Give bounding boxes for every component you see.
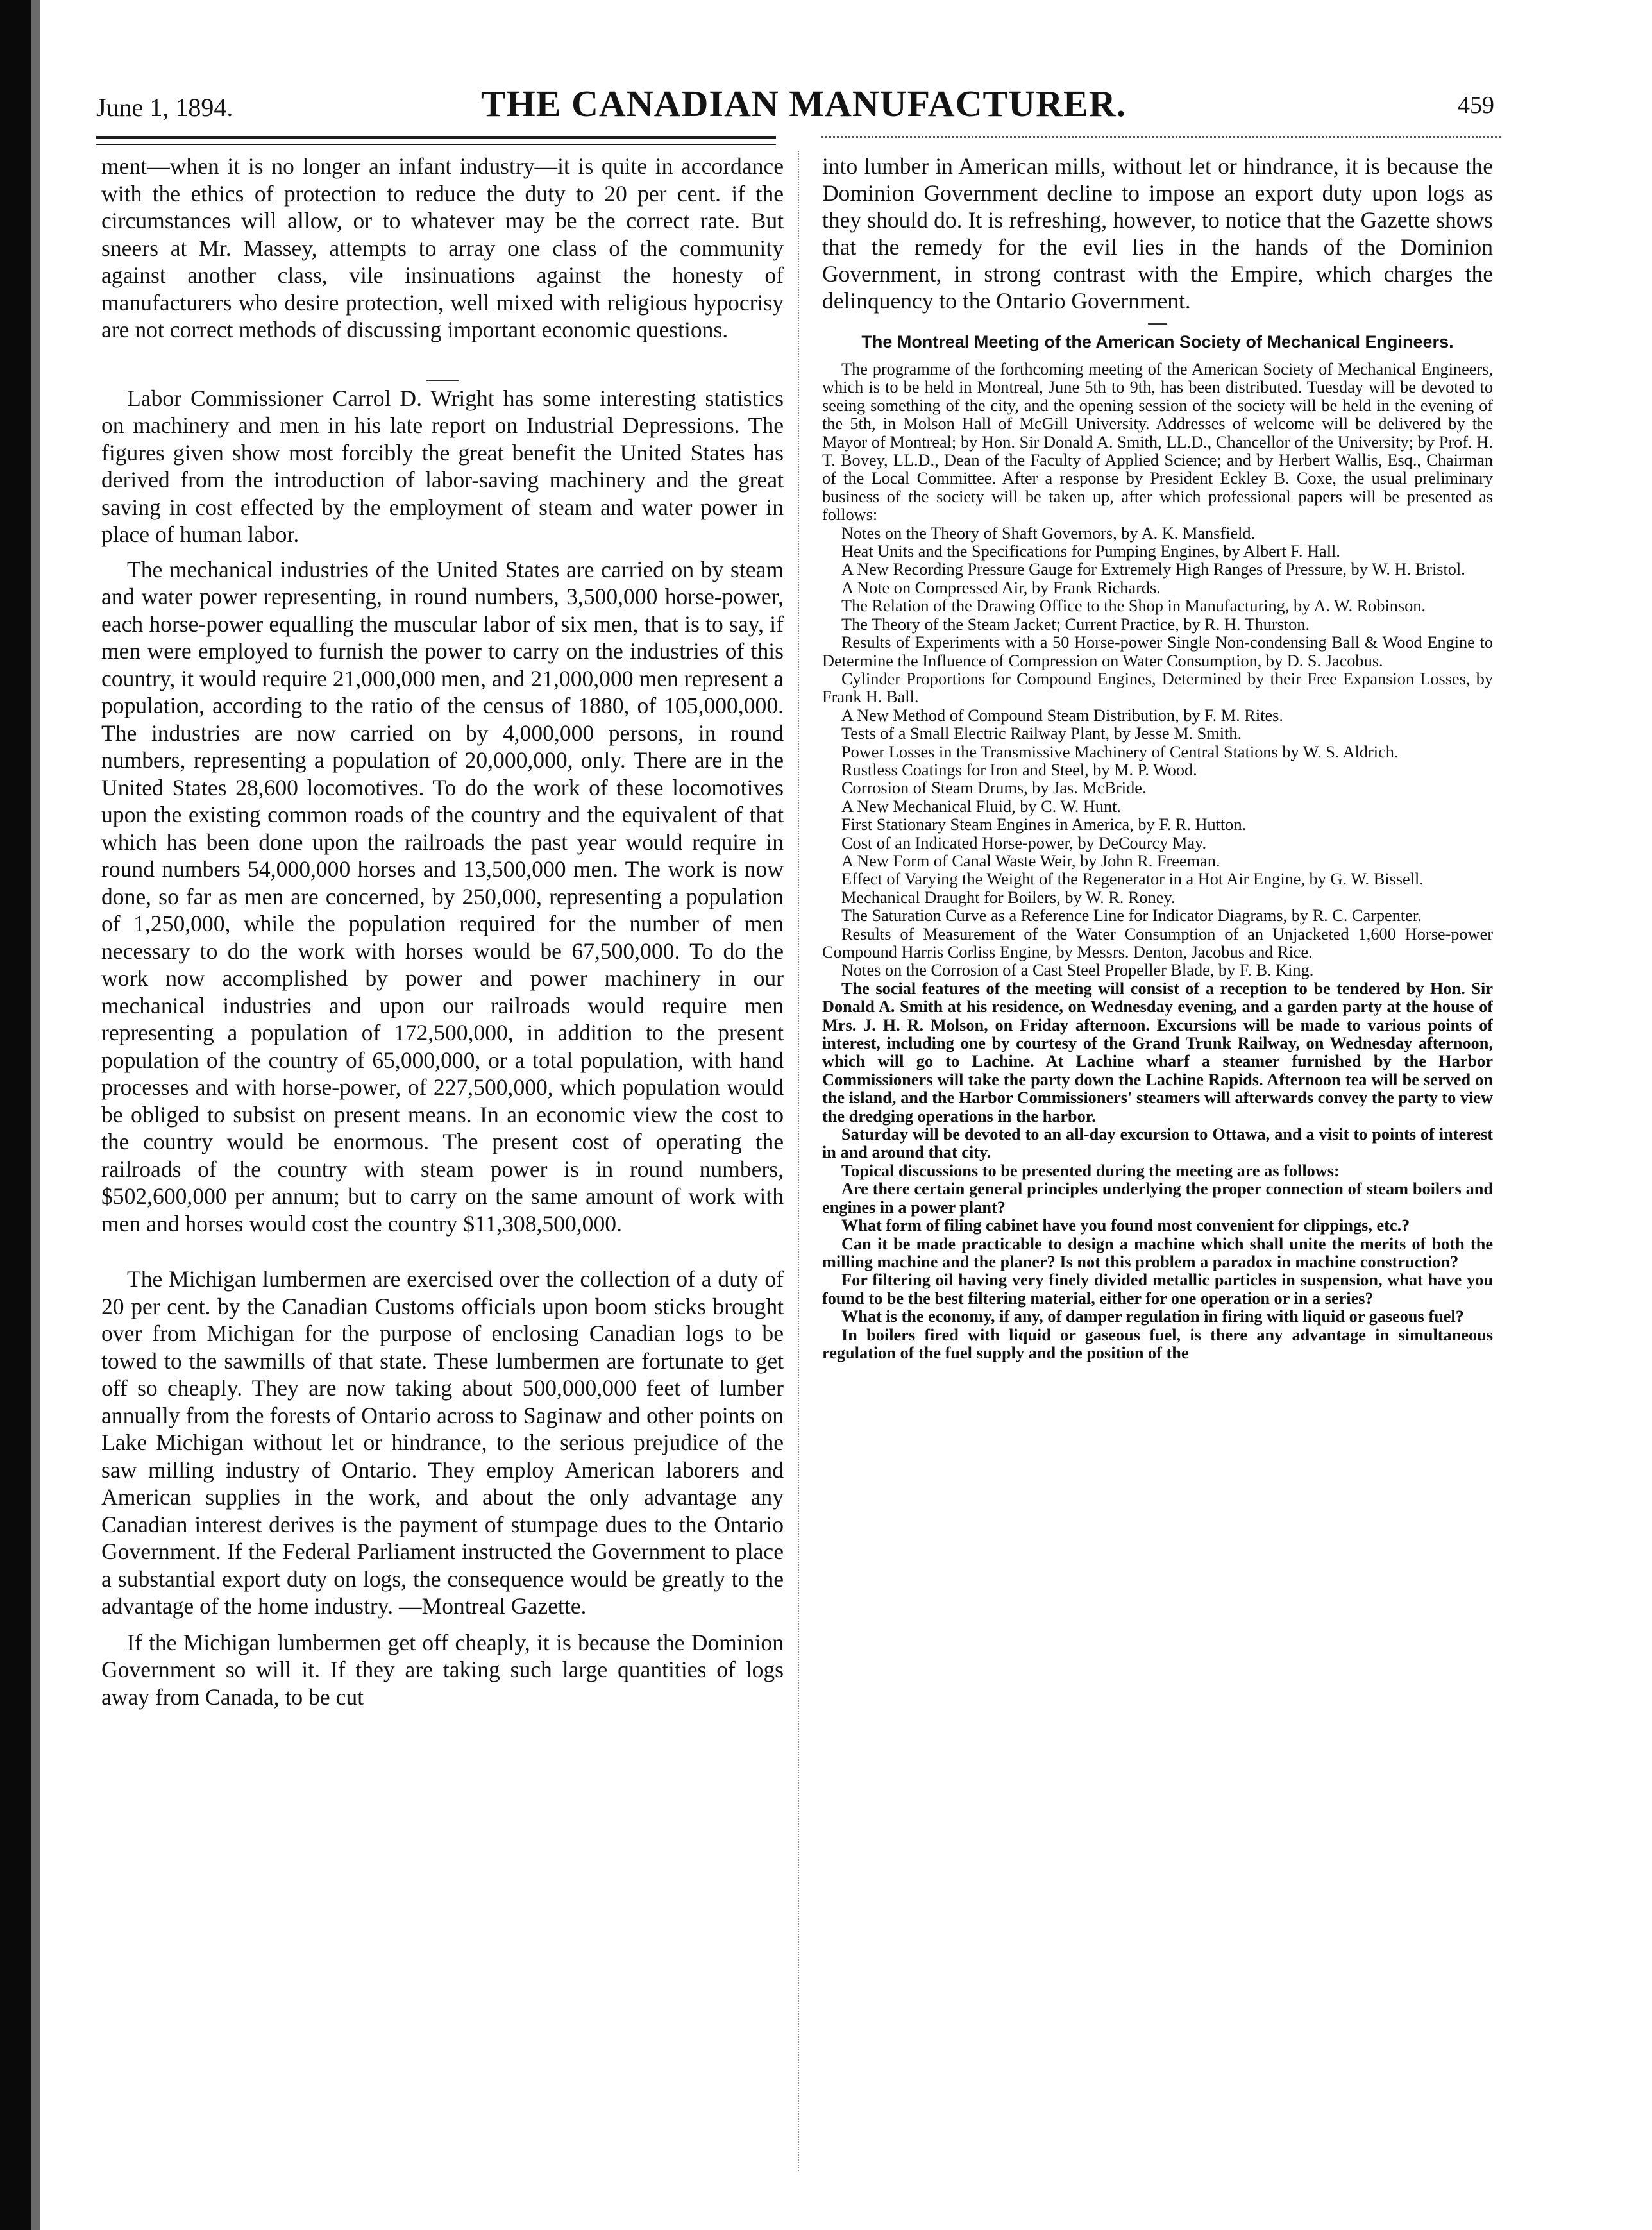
paper-item: A Note on Compressed Air, by Frank Richards. [841, 578, 1161, 597]
paper-item: Notes on the Corrosion of a Cast Steel Propeller Blade, by F. B. King. [841, 961, 1314, 980]
paper-item: Effect of Varying the Weight of the Regenerator in a Hot Air Engine, by G. W. Bissell. [841, 870, 1424, 889]
paragraph-dominion-government: If the Michigan lumbermen get off cheaply, it is because the Dominion Government so will it. If they are taking such large quantities of logs away from Canada, to be cut [101, 1629, 784, 1710]
saturday-excursion: Saturday will be devoted to an all-day excursion to Ottawa, and a visit to points of interest in and around that city. [822, 1125, 1493, 1162]
right-column [822, 153, 1493, 2192]
topic-item: In boilers fired with liquid or gaseous fuel, is there any advantage in simultaneous regulation of the fuel supply and the position of the [822, 1325, 1493, 1362]
paragraph-protection: ment—when it is no longer an infant industry—it is quite in accordance with the ethics of protection to reduce the duty to 20 per cent. if the circumstances will allow, or to whatever may be the correct rate. But sneers at Mr. Massey, attempts to array one class of the community against another class, vile insinuations against the honesty of manufacturers who desire protection, well mixed with religious hypocrisy are not correct methods of discussing important economic questions. [101, 153, 784, 342]
topic-item: Can it be made practicable to design a machine which shall unite the merits of both the milling machine and the planer? Is not this problem a paradox in machine construction? [822, 1234, 1493, 1271]
paper-item: Results of Experiments with a 50 Horse-power Single Non-condensing Ball & Wood Engine to Determine the Influence of Compression on Water Consumption, by D. S. Jacobus. [822, 633, 1493, 670]
left-column [101, 153, 784, 2192]
paper-item: Power Losses in the Transmissive Machinery of Central Stations by W. S. Aldrich. [841, 742, 1399, 761]
header-rule-right [821, 136, 1501, 142]
paper-item: A New Recording Pressure Gauge for Extremely High Ranges of Pressure, by W. H. Bristol. [841, 560, 1465, 579]
paper-item: Results of Measurement of the Water Consumption of an Unjacketed 1,600 Horse-power Compound Harris Corliss Engine, by Messrs. Denton, Jacobus and Rice. [822, 924, 1493, 961]
header-rule-left [96, 136, 776, 145]
paragraph-mechanical-industries: The mechanical industries of the United States are carried on by steam and water power representing, in round numbers, 3,500,000 horse-power, each horse-power equalling the muscular labor of six men, that is to say, if men were employed to furnish the power to carry on the industries of this country, it would require 21,000,000 men, and 21,000,000 men represent a population, according to the ratio of the census of 1880, of 105,000,000. The industries are now carried on by 4,000,000 persons, in round numbers, representing a population of 20,000,000, only. There are in the United States 28,600 locomotives. To do the work of these locomotives upon the existing common roads of the country and the equivalent of that which has been done upon the railroads the past year would require in round numbers 54,000,000 horses and 13,500,000 men. The work is now done, so far as men are concerned, by 250,000, representing a population of 1,250,000, while the population required for the number of men necessary to do the work with horses would be 67,500,000. To do the work now accomplished by power and power machinery in our mechanical industries and upon our railroads would require men representing a population of 172,500,000, in addition to the present population of the country of 65,000,000, or a total population, with hand processes and with horse-power, of 227,500,000, which population would be obliged to subsist on present means. In an economic view the cost to the country would be enormous. The present cost of operating the railroads of the country with steam power is in round numbers, $502,600,000 per annum; but to carry on the same amount of work with men and horses would cost the country $11,308,500,000. [101, 556, 784, 1237]
paper-item: Mechanical Draught for Boilers, by W. R. Roney. [841, 888, 1176, 907]
social-features: The social features of the meeting will consist of a reception to be tendered by Hon. Sir Donald A. Smith at his residence, on Wednesday evening, and a garden party at the house of Mrs. J. H. R. Molson, on Friday afternoon. Excursions will be made to various points of interest, including one by courtesy of the Grand Trunk Railway, on Wednesday afternoon, which will go to Lachine. At Lachine wharf a steamer furnished by the Harbor Commissioners will take the party down the Lachine Rapids. Afternoon tea will be served on the island, and the Harbor Commissioners' steamers will afterwards convey the party to view the dredging operations in the harbor. [822, 979, 1493, 1126]
paper-item: Rustless Coatings for Iron and Steel, by M. P. Wood. [841, 760, 1197, 779]
topical-intro: Topical discussions to be presented during the meeting are as follows: [841, 1161, 1340, 1180]
paper-item: Cylinder Proportions for Compound Engines, Determined by their Free Expansion Losses, by Frank H. Ball. [822, 669, 1493, 707]
programme-intro: The programme of the forthcoming meeting of the American Society of Mechanical Engineers, which is to be held in Montreal, June 5th to 9th, has been distributed. Tuesday will be devoted to seeing something of the city, and the opening session of the society will be held in the evening of the 5th, in Molson Hall of McGill University. Addresses of welcome will be delivered by the Mayor of Montreal; by Hon. Sir Donald A. Smith, LL.D., Chancellor of the University; by Prof. H. T. Bovey, LL.D., Dean of the Faculty of Applied Science; and by Herbert Wallis, Esq., Chairman of the Local Committee. After a response by President Eckley B. Coxe, the usual preliminary business of the society will be taken up, after which professional papers will be presented as follows: [822, 360, 1493, 525]
section-separator [1148, 323, 1167, 325]
paper-item: A New Method of Compound Steam Distribution, by F. M. Rites. [841, 705, 1283, 725]
article-heading: The Montreal Meeting of the American Society of Mechanical Engineers. [861, 332, 1454, 351]
paper-item: Heat Units and the Specifications for Pumping Engines, by Albert F. Hall. [841, 542, 1340, 561]
paper-item: The Theory of the Steam Jacket; Current Practice, by R. H. Thurston. [841, 614, 1310, 634]
book-spine-shadow [0, 0, 31, 2230]
masthead-title: THE CANADIAN MANUFACTURER. [481, 83, 1127, 124]
spacer [101, 1237, 784, 1265]
topic-item: Are there certain general principles underlying the proper connection of steam boilers and engines in a power plant? [822, 1179, 1493, 1217]
section-separator [426, 380, 459, 381]
paper-item: Cost of an Indicated Horse-power, by DeCourcy May. [841, 833, 1207, 852]
topic-item: For filtering oil having very finely divided metallic particles in suspension, what have you found to be the best filtering material, either for one operation or in a series? [822, 1271, 1493, 1308]
spine-edge [31, 0, 40, 2230]
paragraph-lumber-continued: into lumber in American mills, without let or hindrance, it is because the Dominion Government decline to impose an export duty upon logs as they should do. It is refreshing, however, to notice that the Gazette shows that the remedy for the evil lies in the hands of the Dominion Government, in strong contrast with the Empire, which charges the delinquency to the Ontario Government. [822, 153, 1493, 314]
paper-item: The Relation of the Drawing Office to the Shop in Manufacturing, by A. W. Robinson. [841, 596, 1426, 616]
paper-item: The Saturation Curve as a Reference Line for Indicator Diagrams, by R. C. Carpenter. [841, 906, 1422, 925]
column-divider [798, 151, 800, 2171]
paper-item: First Stationary Steam Engines in America, by F. R. Hutton. [841, 815, 1247, 834]
paragraph-michigan-lumbermen: The Michigan lumbermen are exercised over the collection of a duty of 20 per cent. by the Canadian Customs officials upon boom sticks brought over from Michigan for the purpose of enclosing Canadian logs to be towed to the sawmills of that state. These lumbermen are fortunate to get off so cheaply. They are now taking about 500,000,000 feet of lumber annually from the forests of Ontario across to Saginaw and other points on Lake Michigan without let or hindrance, to the serious prejudice of the saw milling industry of Ontario. They employ American laborers and American supplies in the work, and about the only advantage any Canadian interest derives is the payment of stumpage dues to the Ontario Government. If the Federal Parliament instructed the Government to place a substantial export duty on logs, the consequence would be greatly to the advantage of the home industry. —Montreal Gazette. [101, 1266, 784, 1619]
page-number: 459 [1458, 92, 1494, 119]
spacer [101, 344, 784, 372]
paper-item: A New Form of Canal Waste Weir, by John R. Freeman. [841, 851, 1220, 870]
topic-item: What form of filing cabinet have you found most convenient for clippings, etc.? [841, 1216, 1410, 1235]
paper-item: Corrosion of Steam Drums, by Jas. McBride. [841, 779, 1147, 798]
topic-item: What is the economy, if any, of damper regulation in firing with liquid or gaseous fuel? [841, 1307, 1464, 1326]
paper-item: Tests of a Small Electric Railway Plant, by Jesse M. Smith. [841, 724, 1242, 743]
paper-item: Notes on the Theory of Shaft Governors, by A. K. Mansfield. [841, 523, 1256, 543]
paragraph-labor-commissioner: Labor Commissioner Carrol D. Wright has some interesting statistics on machinery and men in his late report on Industrial Depressions. The figures given show most forcibly the great benefit the United States has derived from the introduction of labor-saving machinery and the great saving in cost effected by the employment of steam and water power in place of human labor. [101, 385, 784, 547]
issue-date: June 1, 1894. [96, 93, 233, 122]
page-header [96, 82, 1494, 133]
paper-item: A New Mechanical Fluid, by C. W. Hunt. [841, 797, 1122, 816]
